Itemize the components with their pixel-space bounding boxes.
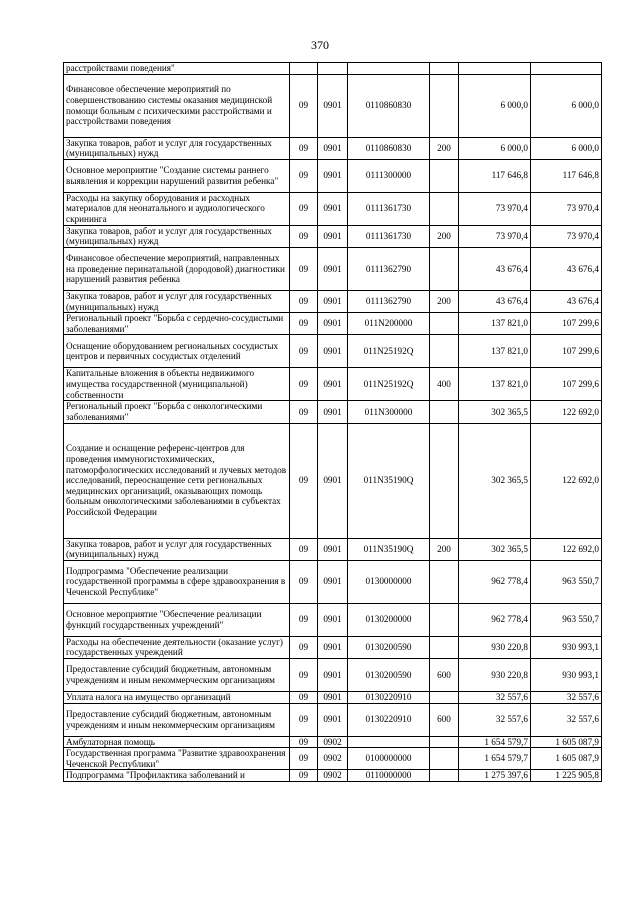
amount-year2-cell: 6 000,0 (531, 74, 602, 137)
section-code-cell: 0901 (318, 703, 348, 736)
table-row (64, 691, 602, 703)
target-article-cell (348, 736, 430, 748)
expense-name-cell: Расходы на закупку оборудования и расходных материалов для неонатального и аудиологического скрининга (64, 192, 290, 225)
table-row (64, 603, 602, 636)
ministry-code-cell: 09 (290, 636, 318, 658)
amount-year1-cell: 962 778,4 (459, 560, 531, 603)
amount-year1-cell: 32 557,6 (459, 703, 531, 736)
expense-type-cell: 200 (430, 225, 459, 247)
table-row (64, 368, 602, 401)
ministry-code-cell: 09 (290, 368, 318, 401)
amount-year1-cell: 137 821,0 (459, 313, 531, 335)
table-row (64, 335, 602, 368)
table-row (64, 159, 602, 192)
ministry-code-cell: 09 (290, 703, 318, 736)
expense-type-cell (430, 313, 459, 335)
expense-name-cell: Закупка товаров, работ и услуг для государственных (муниципальных) нужд (64, 538, 290, 560)
expense-type-cell: 200 (430, 137, 459, 159)
section-code-cell: 0902 (318, 748, 348, 770)
ministry-code-cell: 09 (290, 192, 318, 225)
amount-year2-cell: 1 605 087,9 (531, 736, 602, 748)
table-row (64, 401, 602, 423)
ministry-code-cell: 09 (290, 335, 318, 368)
ministry-code-cell: 09 (290, 137, 318, 159)
amount-year2-cell: 122 692,0 (531, 423, 602, 538)
amount-year1-cell: 1 275 397,6 (459, 770, 531, 782)
section-code-cell: 0901 (318, 368, 348, 401)
amount-year1-cell: 117 646,8 (459, 159, 531, 192)
target-article-cell: 0110000000 (348, 770, 430, 782)
expense-name-cell: Закупка товаров, работ и услуг для государственных (муниципальных) нужд (64, 137, 290, 159)
amount-year2-cell: 43 676,4 (531, 290, 602, 312)
ministry-code-cell: 09 (290, 691, 318, 703)
ministry-code-cell: 09 (290, 247, 318, 290)
expense-type-cell (430, 247, 459, 290)
expense-type-cell: 600 (430, 658, 459, 691)
ministry-code-cell: 09 (290, 736, 318, 748)
ministry-code-cell: 09 (290, 538, 318, 560)
ministry-code-cell: 09 (290, 603, 318, 636)
ministry-code-cell: 09 (290, 658, 318, 691)
ministry-code-cell: 09 (290, 748, 318, 770)
section-code-cell: 0901 (318, 603, 348, 636)
page-number: 370 (311, 38, 329, 52)
table-row (64, 247, 602, 290)
amount-year1-cell: 43 676,4 (459, 290, 531, 312)
expense-type-cell (430, 423, 459, 538)
target-article-cell: 011N35190Q (348, 538, 430, 560)
expense-name-cell: Основное мероприятие "Создание системы раннего выявления и коррекции нарушений развития ребенка" (64, 159, 290, 192)
expense-name-cell: расстройствами поведения" (64, 63, 290, 75)
amount-year2-cell: 73 970,4 (531, 225, 602, 247)
expense-type-cell (430, 401, 459, 423)
amount-year1-cell: 930 220,8 (459, 658, 531, 691)
section-code-cell: 0901 (318, 192, 348, 225)
target-article-cell: 0110860830 (348, 137, 430, 159)
table-row (64, 74, 602, 137)
expense-name-cell: Финансовое обеспечение мероприятий, направленных на проведение перинатальной (дородовой) диагностики нарушений развития ребенка (64, 247, 290, 290)
expense-type-cell (430, 159, 459, 192)
expense-type-cell (430, 74, 459, 137)
amount-year1-cell: 930 220,8 (459, 636, 531, 658)
amount-year2-cell: 107 299,6 (531, 313, 602, 335)
target-article-cell: 011N25192Q (348, 335, 430, 368)
section-code-cell: 0901 (318, 636, 348, 658)
amount-year2-cell: 117 646,8 (531, 159, 602, 192)
table-row (64, 748, 602, 770)
ministry-code-cell: 09 (290, 290, 318, 312)
expense-name-cell: Уплата налога на имущество организаций (64, 691, 290, 703)
expense-type-cell (430, 560, 459, 603)
amount-year2-cell: 122 692,0 (531, 401, 602, 423)
expense-type-cell (430, 770, 459, 782)
table-row (64, 636, 602, 658)
target-article-cell: 0111361730 (348, 192, 430, 225)
ministry-code-cell: 09 (290, 74, 318, 137)
table-row (64, 290, 602, 312)
target-article-cell: 0111362790 (348, 247, 430, 290)
amount-year1-cell: 1 654 579,7 (459, 748, 531, 770)
amount-year2-cell: 32 557,6 (531, 691, 602, 703)
target-article-cell: 0100000000 (348, 748, 430, 770)
amount-year2-cell: 930 993,1 (531, 658, 602, 691)
table-row (64, 658, 602, 691)
amount-year1-cell: 73 970,4 (459, 225, 531, 247)
target-article-cell: 011N300000 (348, 401, 430, 423)
target-article-cell: 0111362790 (348, 290, 430, 312)
expense-name-cell: Расходы на обеспечение деятельности (оказание услуг) государственных учреждений (64, 636, 290, 658)
section-code-cell: 0901 (318, 560, 348, 603)
amount-year1-cell: 43 676,4 (459, 247, 531, 290)
expense-name-cell: Финансовое обеспечение мероприятий по совершенствованию системы оказания медицинской помощи больным с психическими расстройствами и расстройствами поведения (64, 74, 290, 137)
section-code-cell: 0901 (318, 247, 348, 290)
amount-year2-cell: 930 993,1 (531, 636, 602, 658)
amount-year2-cell: 1 225 905,8 (531, 770, 602, 782)
section-code-cell: 0901 (318, 159, 348, 192)
section-code-cell: 0901 (318, 401, 348, 423)
expense-type-cell (430, 636, 459, 658)
expense-type-cell (430, 736, 459, 748)
section-code-cell: 0901 (318, 290, 348, 312)
target-article-cell: 0130200590 (348, 636, 430, 658)
ministry-code-cell (290, 63, 318, 75)
expense-name-cell: Региональный проект "Борьба с онкологическими заболеваниями" (64, 401, 290, 423)
expense-name-cell: Основное мероприятие "Обеспечение реализации функций государственных учреждений" (64, 603, 290, 636)
amount-year1-cell: 302 365,5 (459, 538, 531, 560)
amount-year2-cell: 1 605 087,9 (531, 748, 602, 770)
section-code-cell: 0901 (318, 313, 348, 335)
section-code-cell: 0901 (318, 137, 348, 159)
expense-type-cell: 600 (430, 703, 459, 736)
target-article-cell: 0130220910 (348, 691, 430, 703)
target-article-cell: 011N25192Q (348, 368, 430, 401)
target-article-cell: 0111300000 (348, 159, 430, 192)
ministry-code-cell: 09 (290, 423, 318, 538)
expense-name-cell: Амбулаторная помощь (64, 736, 290, 748)
table-row (64, 560, 602, 603)
expense-type-cell (430, 335, 459, 368)
table-row (64, 538, 602, 560)
section-code-cell: 0902 (318, 736, 348, 748)
expense-name-cell: Закупка товаров, работ и услуг для государственных (муниципальных) нужд (64, 290, 290, 312)
amount-year1-cell: 302 365,5 (459, 401, 531, 423)
amount-year2-cell: 107 299,6 (531, 368, 602, 401)
expense-type-cell: 200 (430, 290, 459, 312)
amount-year1-cell: 32 557,6 (459, 691, 531, 703)
amount-year2-cell (531, 63, 602, 75)
expense-name-cell: Государственная программа "Развитие здравоохранения Чеченской Республики" (64, 748, 290, 770)
target-article-cell: 0110860830 (348, 74, 430, 137)
section-code-cell: 0901 (318, 335, 348, 368)
section-code-cell: 0901 (318, 538, 348, 560)
target-article-cell: 0111361730 (348, 225, 430, 247)
amount-year2-cell: 32 557,6 (531, 703, 602, 736)
amount-year1-cell: 6 000,0 (459, 137, 531, 159)
amount-year2-cell: 963 550,7 (531, 603, 602, 636)
ministry-code-cell: 09 (290, 313, 318, 335)
table-row (64, 313, 602, 335)
target-article-cell: 011N35190Q (348, 423, 430, 538)
target-article-cell (348, 63, 430, 75)
amount-year2-cell: 43 676,4 (531, 247, 602, 290)
section-code-cell: 0901 (318, 74, 348, 137)
target-article-cell: 0130200000 (348, 603, 430, 636)
amount-year1-cell (459, 63, 531, 75)
ministry-code-cell: 09 (290, 225, 318, 247)
ministry-code-cell: 09 (290, 560, 318, 603)
table-row (64, 63, 602, 75)
section-code-cell: 0901 (318, 691, 348, 703)
target-article-cell: 011N200000 (348, 313, 430, 335)
expense-name-cell: Капитальные вложения в объекты недвижимого имущества государственной (муниципальной) собственности (64, 368, 290, 401)
ministry-code-cell: 09 (290, 159, 318, 192)
budget-table (63, 62, 602, 782)
amount-year2-cell: 963 550,7 (531, 560, 602, 603)
table-row (64, 225, 602, 247)
amount-year1-cell: 137 821,0 (459, 335, 531, 368)
expense-name-cell: Предоставление субсидий бюджетным, автономным учреждениям и иным некоммерческим организациям (64, 703, 290, 736)
table-row (64, 736, 602, 748)
section-code-cell: 0901 (318, 423, 348, 538)
expense-name-cell: Закупка товаров, работ и услуг для государственных (муниципальных) нужд (64, 225, 290, 247)
amount-year2-cell: 73 970,4 (531, 192, 602, 225)
table-row (64, 703, 602, 736)
target-article-cell: 0130000000 (348, 560, 430, 603)
table-row (64, 423, 602, 538)
expense-name-cell: Подпрограмма "Профилактика заболеваний и (64, 770, 290, 782)
expense-name-cell: Региональный проект "Борьба с сердечно-сосудистыми заболеваниями" (64, 313, 290, 335)
section-code-cell: 0901 (318, 658, 348, 691)
expense-name-cell: Создание и оснащение референс-центров для проведения иммуногистохимических, патоморфологических исследований и лучевых методов исследований, переоснащение сети региональных медицинских организаций, оказывающих помощь больным онкологическими заболеваниями в субъектах Российской Федерации (64, 423, 290, 538)
section-code-cell (318, 63, 348, 75)
table-row (64, 192, 602, 225)
amount-year1-cell: 1 654 579,7 (459, 736, 531, 748)
table-row (64, 770, 602, 782)
table-row (64, 137, 602, 159)
expense-type-cell (430, 603, 459, 636)
amount-year2-cell: 6 000,0 (531, 137, 602, 159)
ministry-code-cell: 09 (290, 401, 318, 423)
expense-type-cell (430, 192, 459, 225)
amount-year1-cell: 302 365,5 (459, 423, 531, 538)
amount-year1-cell: 73 970,4 (459, 192, 531, 225)
ministry-code-cell: 09 (290, 770, 318, 782)
budget-table-body (64, 63, 602, 782)
amount-year2-cell: 107 299,6 (531, 335, 602, 368)
section-code-cell: 0901 (318, 225, 348, 247)
amount-year1-cell: 6 000,0 (459, 74, 531, 137)
target-article-cell: 0130220910 (348, 703, 430, 736)
amount-year1-cell: 962 778,4 (459, 603, 531, 636)
expense-type-cell (430, 691, 459, 703)
expense-name-cell: Предоставление субсидий бюджетным, автономным учреждениям и иным некоммерческим организациям (64, 658, 290, 691)
amount-year2-cell: 122 692,0 (531, 538, 602, 560)
expense-type-cell: 200 (430, 538, 459, 560)
expense-type-cell: 400 (430, 368, 459, 401)
expense-name-cell: Оснащение оборудованием региональных сосудистых центров и первичных сосудистых отделений (64, 335, 290, 368)
target-article-cell: 0130200590 (348, 658, 430, 691)
expense-type-cell (430, 748, 459, 770)
amount-year1-cell: 137 821,0 (459, 368, 531, 401)
section-code-cell: 0902 (318, 770, 348, 782)
expense-type-cell (430, 63, 459, 75)
expense-name-cell: Подпрограмма "Обеспечение реализации государственной программы в сфере здравоохранения в Чеченской Республике" (64, 560, 290, 603)
